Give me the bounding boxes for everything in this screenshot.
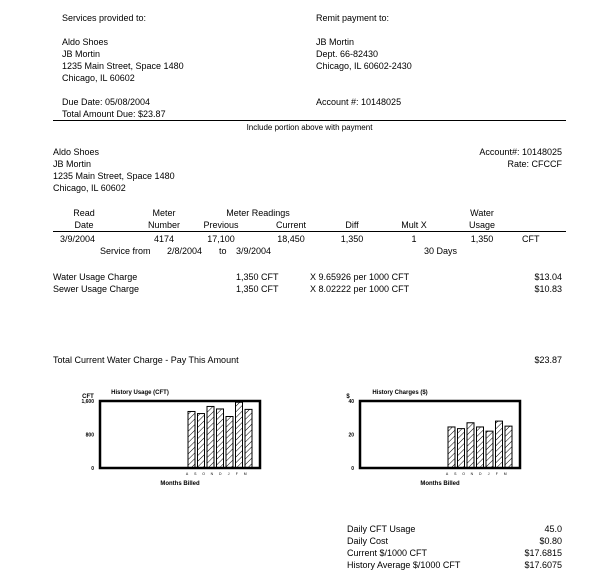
due-date: Due Date: 05/08/2004 xyxy=(62,97,151,107)
x-tick-label: A xyxy=(185,472,189,476)
row-usage: 1,350 xyxy=(470,234,494,244)
sewer-charge-rate: X 8.02222 per 1000 CFT xyxy=(310,284,410,294)
header-previous: Previous xyxy=(203,220,239,230)
account-number: Account #: 10148025 xyxy=(316,97,402,107)
header-meter: Meter xyxy=(152,208,176,218)
row-diff: 1,350 xyxy=(340,234,364,244)
row-read-date: 3/9/2004 xyxy=(60,234,96,244)
chart-bar xyxy=(207,406,214,468)
sewer-charge-qty: 1,350 CFT xyxy=(236,284,279,294)
chart-bar xyxy=(245,409,252,468)
charges-history-chart xyxy=(330,385,530,485)
y-tick-label: 20 xyxy=(348,432,354,439)
service-to-date: 3/9/2004 xyxy=(236,246,272,256)
x-tick-label: M xyxy=(243,472,247,476)
x-tick-label: D xyxy=(218,472,222,476)
x-tick-label: J xyxy=(227,472,230,476)
remit-city: Chicago, IL 60602-2430 xyxy=(316,61,412,71)
history-average-label: History Average $/1000 CFT xyxy=(347,560,461,570)
chart-bar xyxy=(496,421,503,468)
chart-bar xyxy=(467,423,474,468)
chart-title: History Charges ($) xyxy=(372,390,428,396)
x-tick-label: S xyxy=(454,472,457,476)
customer-address-line2: Chicago, IL 60602 xyxy=(62,73,135,83)
stub-address-line2: Chicago, IL 60602 xyxy=(53,183,126,193)
header-number: Number xyxy=(147,220,180,230)
x-tick-label: O xyxy=(462,472,465,476)
include-portion-note: Include portion above with payment xyxy=(246,123,373,132)
header-underline xyxy=(53,231,566,232)
x-tick-label: S xyxy=(194,472,197,476)
y-tick-label: 0 xyxy=(91,466,94,472)
header-date: Date xyxy=(74,220,94,230)
stub-address-line1: 1235 Main Street, Space 1480 xyxy=(53,171,175,181)
x-tick-label: O xyxy=(202,472,205,476)
usage-history-chart xyxy=(70,385,270,485)
total-charge-amount: $23.87 xyxy=(534,355,562,365)
header-water: Water xyxy=(470,208,494,218)
row-meter-number: 4174 xyxy=(153,234,175,244)
chart-bar xyxy=(198,414,205,468)
chart-bar xyxy=(217,409,224,468)
chart-xlabel: Months Billed xyxy=(160,481,200,487)
chart-bar xyxy=(458,429,465,468)
y-tick-label: 800 xyxy=(85,432,94,439)
x-tick-label: J xyxy=(487,472,490,476)
daily-cost-label: Daily Cost xyxy=(347,536,389,546)
total-charge-label: Total Current Water Charge - Pay This Amount xyxy=(53,355,239,365)
current-rate-label: Current $/1000 CFT xyxy=(347,548,428,558)
chart-bar xyxy=(226,416,233,468)
sewer-charge-amount: $10.83 xyxy=(534,284,562,294)
chart-bar xyxy=(236,402,243,468)
header-read: Read xyxy=(73,208,95,218)
water-charge-qty: 1,350 CFT xyxy=(236,272,279,282)
y-tick-label: 0 xyxy=(351,466,354,472)
chart-xlabel: Months Billed xyxy=(420,481,460,487)
header-meter-readings: Meter Readings xyxy=(226,208,290,218)
header-diff: Diff xyxy=(345,220,359,230)
water-charge-label: Water Usage Charge xyxy=(53,272,138,282)
service-from-date: 2/8/2004 xyxy=(167,246,203,256)
service-from-label: Service from xyxy=(100,246,151,256)
services-label: Services provided to: xyxy=(62,13,147,23)
chart-bar xyxy=(448,427,455,468)
current-rate-value: $17.6815 xyxy=(524,548,562,558)
x-tick-label: A xyxy=(445,472,449,476)
history-average-value: $17.6075 xyxy=(524,560,562,570)
service-days: 30 Days xyxy=(424,246,458,256)
stub-rate: Rate: CFCCF xyxy=(507,159,562,169)
remit-name: JB Mortin xyxy=(316,37,355,47)
customer-address-line1: 1235 Main Street, Space 1480 xyxy=(62,61,184,71)
stub-customer-name: Aldo Shoes xyxy=(53,147,100,157)
remit-label: Remit payment to: xyxy=(316,13,390,23)
chart-bar xyxy=(188,411,195,468)
daily-cft-usage-value: 45.0 xyxy=(544,524,562,534)
tear-line xyxy=(53,120,566,121)
stub-contact: JB Mortin xyxy=(53,159,92,169)
water-charge-rate: X 9.65926 per 1000 CFT xyxy=(310,272,410,282)
total-amount-due: Total Amount Due: $23.87 xyxy=(62,109,166,119)
chart-bar xyxy=(477,427,484,468)
row-unit: CFT xyxy=(522,234,540,244)
chart-title: History Usage (CFT) xyxy=(111,390,169,396)
water-charge-amount: $13.04 xyxy=(534,272,562,282)
x-tick-label: N xyxy=(210,472,214,476)
stub-account: Account#: 10148025 xyxy=(479,147,562,157)
row-current: 18,450 xyxy=(277,234,305,244)
customer-name: Aldo Shoes xyxy=(62,37,109,47)
customer-contact: JB Mortin xyxy=(62,49,101,59)
y-tick-label: 1,600 xyxy=(81,399,94,405)
chart-ylabel: $ xyxy=(346,394,350,400)
x-tick-label: N xyxy=(470,472,474,476)
daily-cost-value: $0.80 xyxy=(539,536,562,546)
header-mult: Mult X xyxy=(401,220,427,230)
service-to-label: to xyxy=(219,246,227,256)
chart-bar xyxy=(505,426,512,468)
y-tick-label: 40 xyxy=(348,399,354,405)
daily-cft-usage-label: Daily CFT Usage xyxy=(347,524,416,534)
x-tick-label: F xyxy=(495,472,498,476)
header-current: Current xyxy=(275,220,306,230)
x-tick-label: F xyxy=(235,472,238,476)
chart-ylabel: CFT xyxy=(82,394,94,400)
row-previous: 17,100 xyxy=(207,234,235,244)
row-mult: 1 xyxy=(411,234,417,244)
x-tick-label: M xyxy=(503,472,507,476)
header-usage: Usage xyxy=(468,220,495,230)
x-tick-label: D xyxy=(478,472,482,476)
chart-bar xyxy=(486,431,493,468)
remit-dept: Dept. 66-82430 xyxy=(316,49,379,59)
sewer-charge-label: Sewer Usage Charge xyxy=(53,284,140,294)
